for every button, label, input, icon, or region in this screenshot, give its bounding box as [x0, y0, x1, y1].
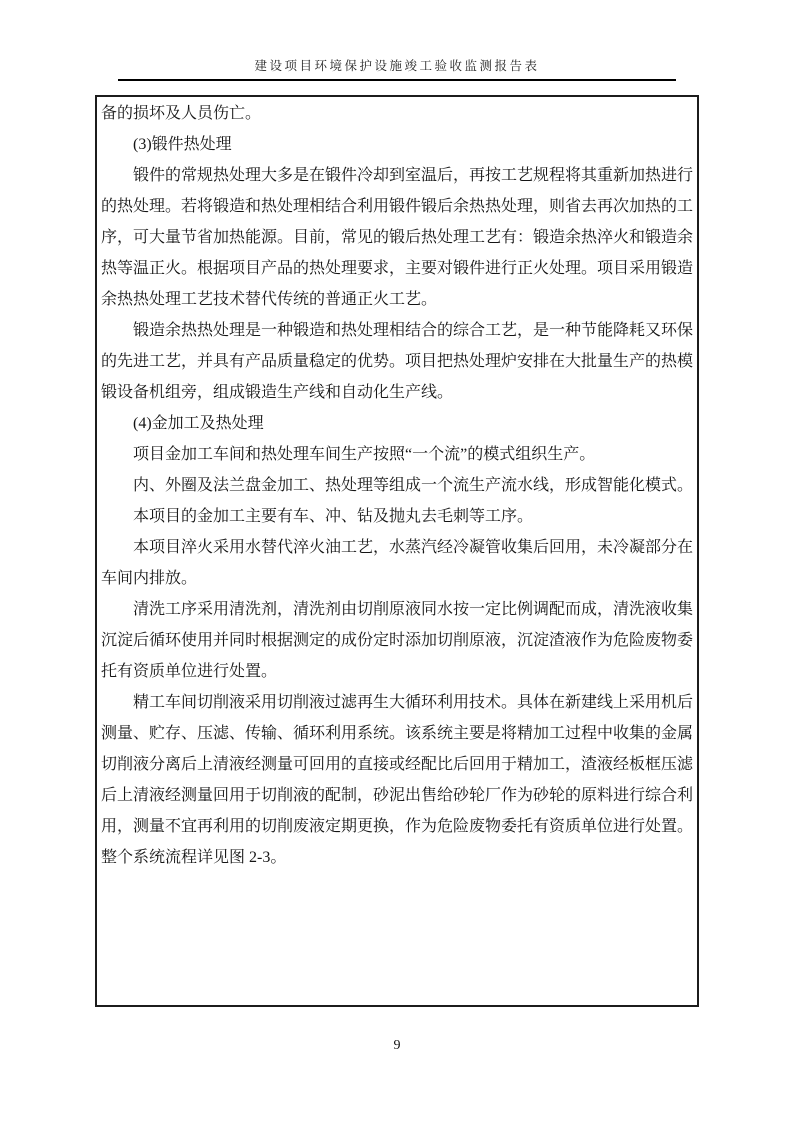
paragraph-cleaning-agent: 清洗工序采用清洗剂，清洗剂由切削原液同水按一定比例调配而成，清洗液收集沉淀后循环使用并同时根据测定的成份定时添加切削原液，沉淀渣液作为危险废物委托有资质单位进行处置。	[101, 601, 694, 680]
paragraph-machining-steps: 本项目的金加工主要有车、冲、钻及抛丸去毛刺等工序。	[133, 508, 534, 525]
page-header-title: 建设项目环境保护设施竣工验收监测报告表	[254, 59, 540, 73]
content-box	[95, 95, 699, 1007]
header-rule	[118, 79, 676, 81]
paragraph-continuation: 备的损坏及人员伤亡。	[101, 105, 262, 122]
paragraph-residual-heat-process: 锻造余热热处理是一种锻造和热处理相结合的综合工艺，是一种节能降耗又环保的先进工艺，并具有产品质量稳定的优势。项目把热处理炉安排在大批量生产的热模锻设备机组旁，组成锻造生产线和自动化生产线。	[101, 322, 694, 401]
page-number: 9	[393, 1038, 401, 1053]
section-heading-3: (3)锻件热处理	[133, 136, 232, 153]
paragraph-quenching-water: 本项目淬火采用水替代淬火油工艺，水蒸汽经冷凝管收集后回用，未冷凝部分在车间内排放。	[101, 539, 694, 587]
paragraph-cutting-fluid-recycle: 精工车间切削液采用切削液过滤再生大循环利用技术。具体在新建线上采用机后测量、贮存、压滤、传输、循环利用系统。该系统主要是将精加工过程中收集的金属切削液分离后上清液经测量可回用的直接或经配比后回用于精加工，渣液经板框压滤后上清液经测量回用于切削液的配制，砂泥出售给砂轮厂作为砂轮的原料进行综合利用，测量不宜再利用的切削废液定期更换，作为危险废物委托有资质单位进行处置。整个系统流程详见图 2-3。	[101, 694, 694, 866]
paragraph-forging-heat-treatment: 锻件的常规热处理大多是在锻件冷却到室温后，再按工艺规程将其重新加热进行的热处理。若将锻造和热处理相结合利用锻件锻后余热热处理，则省去再次加热的工序，可大量节省加热能源。目前，常见的锻后热处理工艺有：锻造余热淬火和锻造余热等温正火。根据项目产品的热处理要求，主要对锻件进行正火处理。项目采用锻造余热热处理工艺技术替代传统的普通正火工艺。	[101, 167, 694, 308]
paragraph-one-flow-mode: 项目金加工车间和热处理车间生产按照“一个流”的模式组织生产。	[133, 446, 596, 463]
section-heading-4: (4)金加工及热处理	[133, 415, 264, 432]
paragraph-production-line: 内、外圈及法兰盘金加工、热处理等组成一个流生产流水线，形成智能化模式。	[133, 477, 694, 494]
